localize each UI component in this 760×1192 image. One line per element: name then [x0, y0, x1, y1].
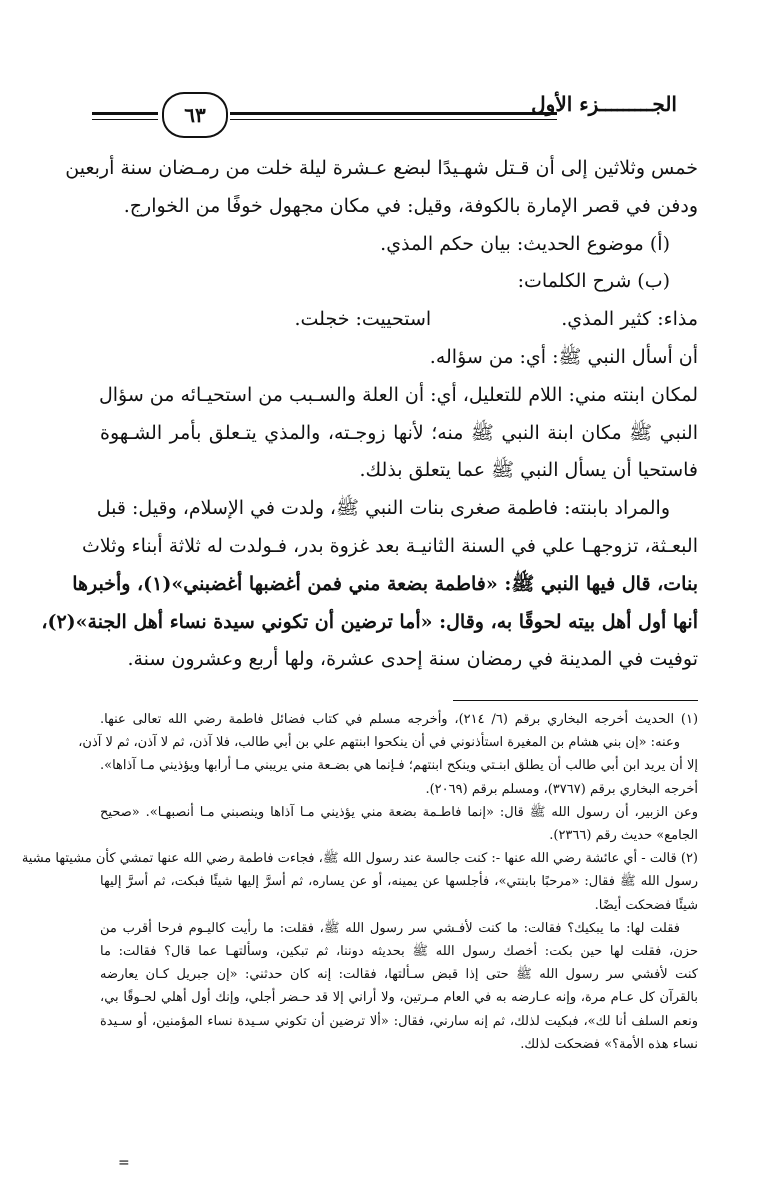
footnote-line: كنت لأفشي سر رسول الله ﷺ حتى إذا قبض سـألتها، فقالت: إنه كان حدثني: «إن جبريل كـان يعارضه	[100, 967, 698, 983]
text-line: أنها أول أهل بيته لحوقًا به، وقال: «أما ترضين أن تكوني سيدة نساء أهل الجنة»(٢)،	[41, 610, 698, 633]
footnote-line: بالقرآن كل عـام مرة، وإنه عـارضه به في العام مـرتين، ولا أراني إلا قد حـضر أجلي، وإنك أول أهلي لحـوقًا بي،	[100, 990, 698, 1006]
text-line: البعـثة، تزوجهـا علي في السنة الثانيـة بعد غزوة بدر، فـولدت له ثلاثة أبناء وثلاث	[81, 534, 698, 557]
text-line: بنات، قال فيها النبي ﷺ: «فاطمة بضعة مني فمن أغضبها أغضبني»(١)، وأخبرها	[72, 572, 698, 595]
header-rule-thin	[230, 119, 557, 120]
part-title: الجـــــــــزء الأول	[531, 92, 677, 116]
footnote-line: رسول الله ﷺ فقال: «مرحبًا بابنتي»، فأجلسها عن يمينه، أو عن يساره، ثم أسرَّ إليها شيئًا فبكت، ثم أسرَّ إليها	[100, 874, 698, 890]
footnote-line: شيئًا فضحكت أيضًا.	[594, 897, 698, 913]
footnote-line: ونعم السلف أنا لك»، فبكيت لذلك، ثم إنه سارني، فقال: «ألا ترضين أن تكوني سـيدة نساء المؤمنين، أو سـيدة	[100, 1013, 698, 1029]
section-heading: (ب) شرح الكلمات:	[517, 270, 670, 293]
text-line: ودفن في قصر الإمارة بالكوفة، وقيل: في مكان مجهول خوفًا من الخوارج.	[123, 194, 698, 217]
footnote-line: فقلت لها: ما يبكيك؟ فقالت: ما كنت لأفـشي سر رسول الله ﷺ، فقلت: ما رأيت كاليـوم فرحا أقرب من	[100, 920, 680, 936]
footnote-line: حزن، فقلت لها حين بكت: أخصك رسول الله ﷺ بحديثه دوننا، ثم تبكين، وسألتهـا عما قال؟ فقالت: ما	[100, 944, 698, 960]
footnote-separator	[453, 700, 698, 701]
continuation-mark: =	[118, 1155, 130, 1171]
footnote-line: (١) الحديث أخرجه البخاري برقم (٦/ ٢١٤)، وأخرجه مسلم في كتاب فضائل فاطمة رضي الله تعالى عنها.	[100, 712, 699, 727]
header-rule-left	[92, 112, 158, 115]
text-line: والمراد بابنته: فاطمة صغرى بنات النبي ﷺ، ولدت في الإسلام، وقيل: قبل	[96, 497, 670, 520]
text-line: توفيت في المدينة في رمضان سنة إحدى عشرة، ولها أربع وعشرون سنة.	[127, 648, 698, 671]
footnote-line: وعن الزبير، أن رسول الله ﷺ قال: «إنما فاطـمة بضعة مني يؤذيني مـا آذاها وينصبني مـا أنصبهـا». «صحيح	[100, 804, 698, 820]
footnote-line: نساء هذه الأمة؟» فضحكت لذلك.	[520, 1036, 698, 1052]
section-heading: (أ) موضوع الحديث: بيان حكم المذي.	[380, 232, 670, 255]
main-text	[41, 150, 698, 679]
text-line: فاستحيا أن يسأل النبي ﷺ عما يتعلق بذلك.	[359, 459, 698, 482]
header-rule-left-thin	[92, 119, 158, 120]
term-line	[100, 301, 698, 339]
text-line: النبي ﷺ مكان ابنة النبي ﷺ منه؛ لأنها زوجـته، والمذي يتـعلق بأمر الشـهوة	[100, 421, 698, 444]
term-madhdha: مذاء: كثير المذي.	[561, 308, 698, 331]
footnote-line: وعنه: «إن بني هشام بن المغيرة استأذنوني في أن ينكحوا ابنتهم علي بن أبي طالب، فلا آذن، ثم لا آذن، ثم لا آذن،	[78, 735, 680, 751]
footnote-line: (٢) قالت - أي عائشة رضي الله عنها -: كنت جالسة عند رسول الله ﷺ، فجاءت فاطمة رضي الله عنها تمشي كأن مشيتها مشية	[21, 851, 698, 867]
footnote-line: الجامع» حديث رقم (٢٣٦٦).	[549, 828, 698, 844]
footnotes	[21, 708, 699, 1056]
term-istahyaytu: استحييت: خجلت.	[294, 308, 432, 331]
text-line: لمكان ابنته مني: اللام للتعليل، أي: أن العلة والسـبب من استحيـائه من سؤال	[98, 383, 698, 406]
header-rule	[230, 112, 557, 115]
footnote-line: أخرجه البخاري برقم (٣٧٦٧)، ومسلم برقم (٢٠٦٩).	[425, 781, 698, 797]
text-line: خمس وثلاثين إلى أن قـتل شهـيدًا لبضع عـشرة ليلة خلت من رمـضان سنة أربعين	[65, 157, 698, 179]
footnote-line: إلا أن يريد ابن أبي طالب أن يطلق ابنـتي وينكح ابنتهم؛ فـإنما هي بضـعة مني يريبني مـا أرابها ويؤذيني مـا آذاها».	[100, 758, 698, 774]
term-line: أن أسأل النبي ﷺ: أي: من سؤاله.	[429, 345, 698, 368]
page-header	[92, 88, 677, 138]
page-number: ٦٣	[162, 92, 228, 138]
